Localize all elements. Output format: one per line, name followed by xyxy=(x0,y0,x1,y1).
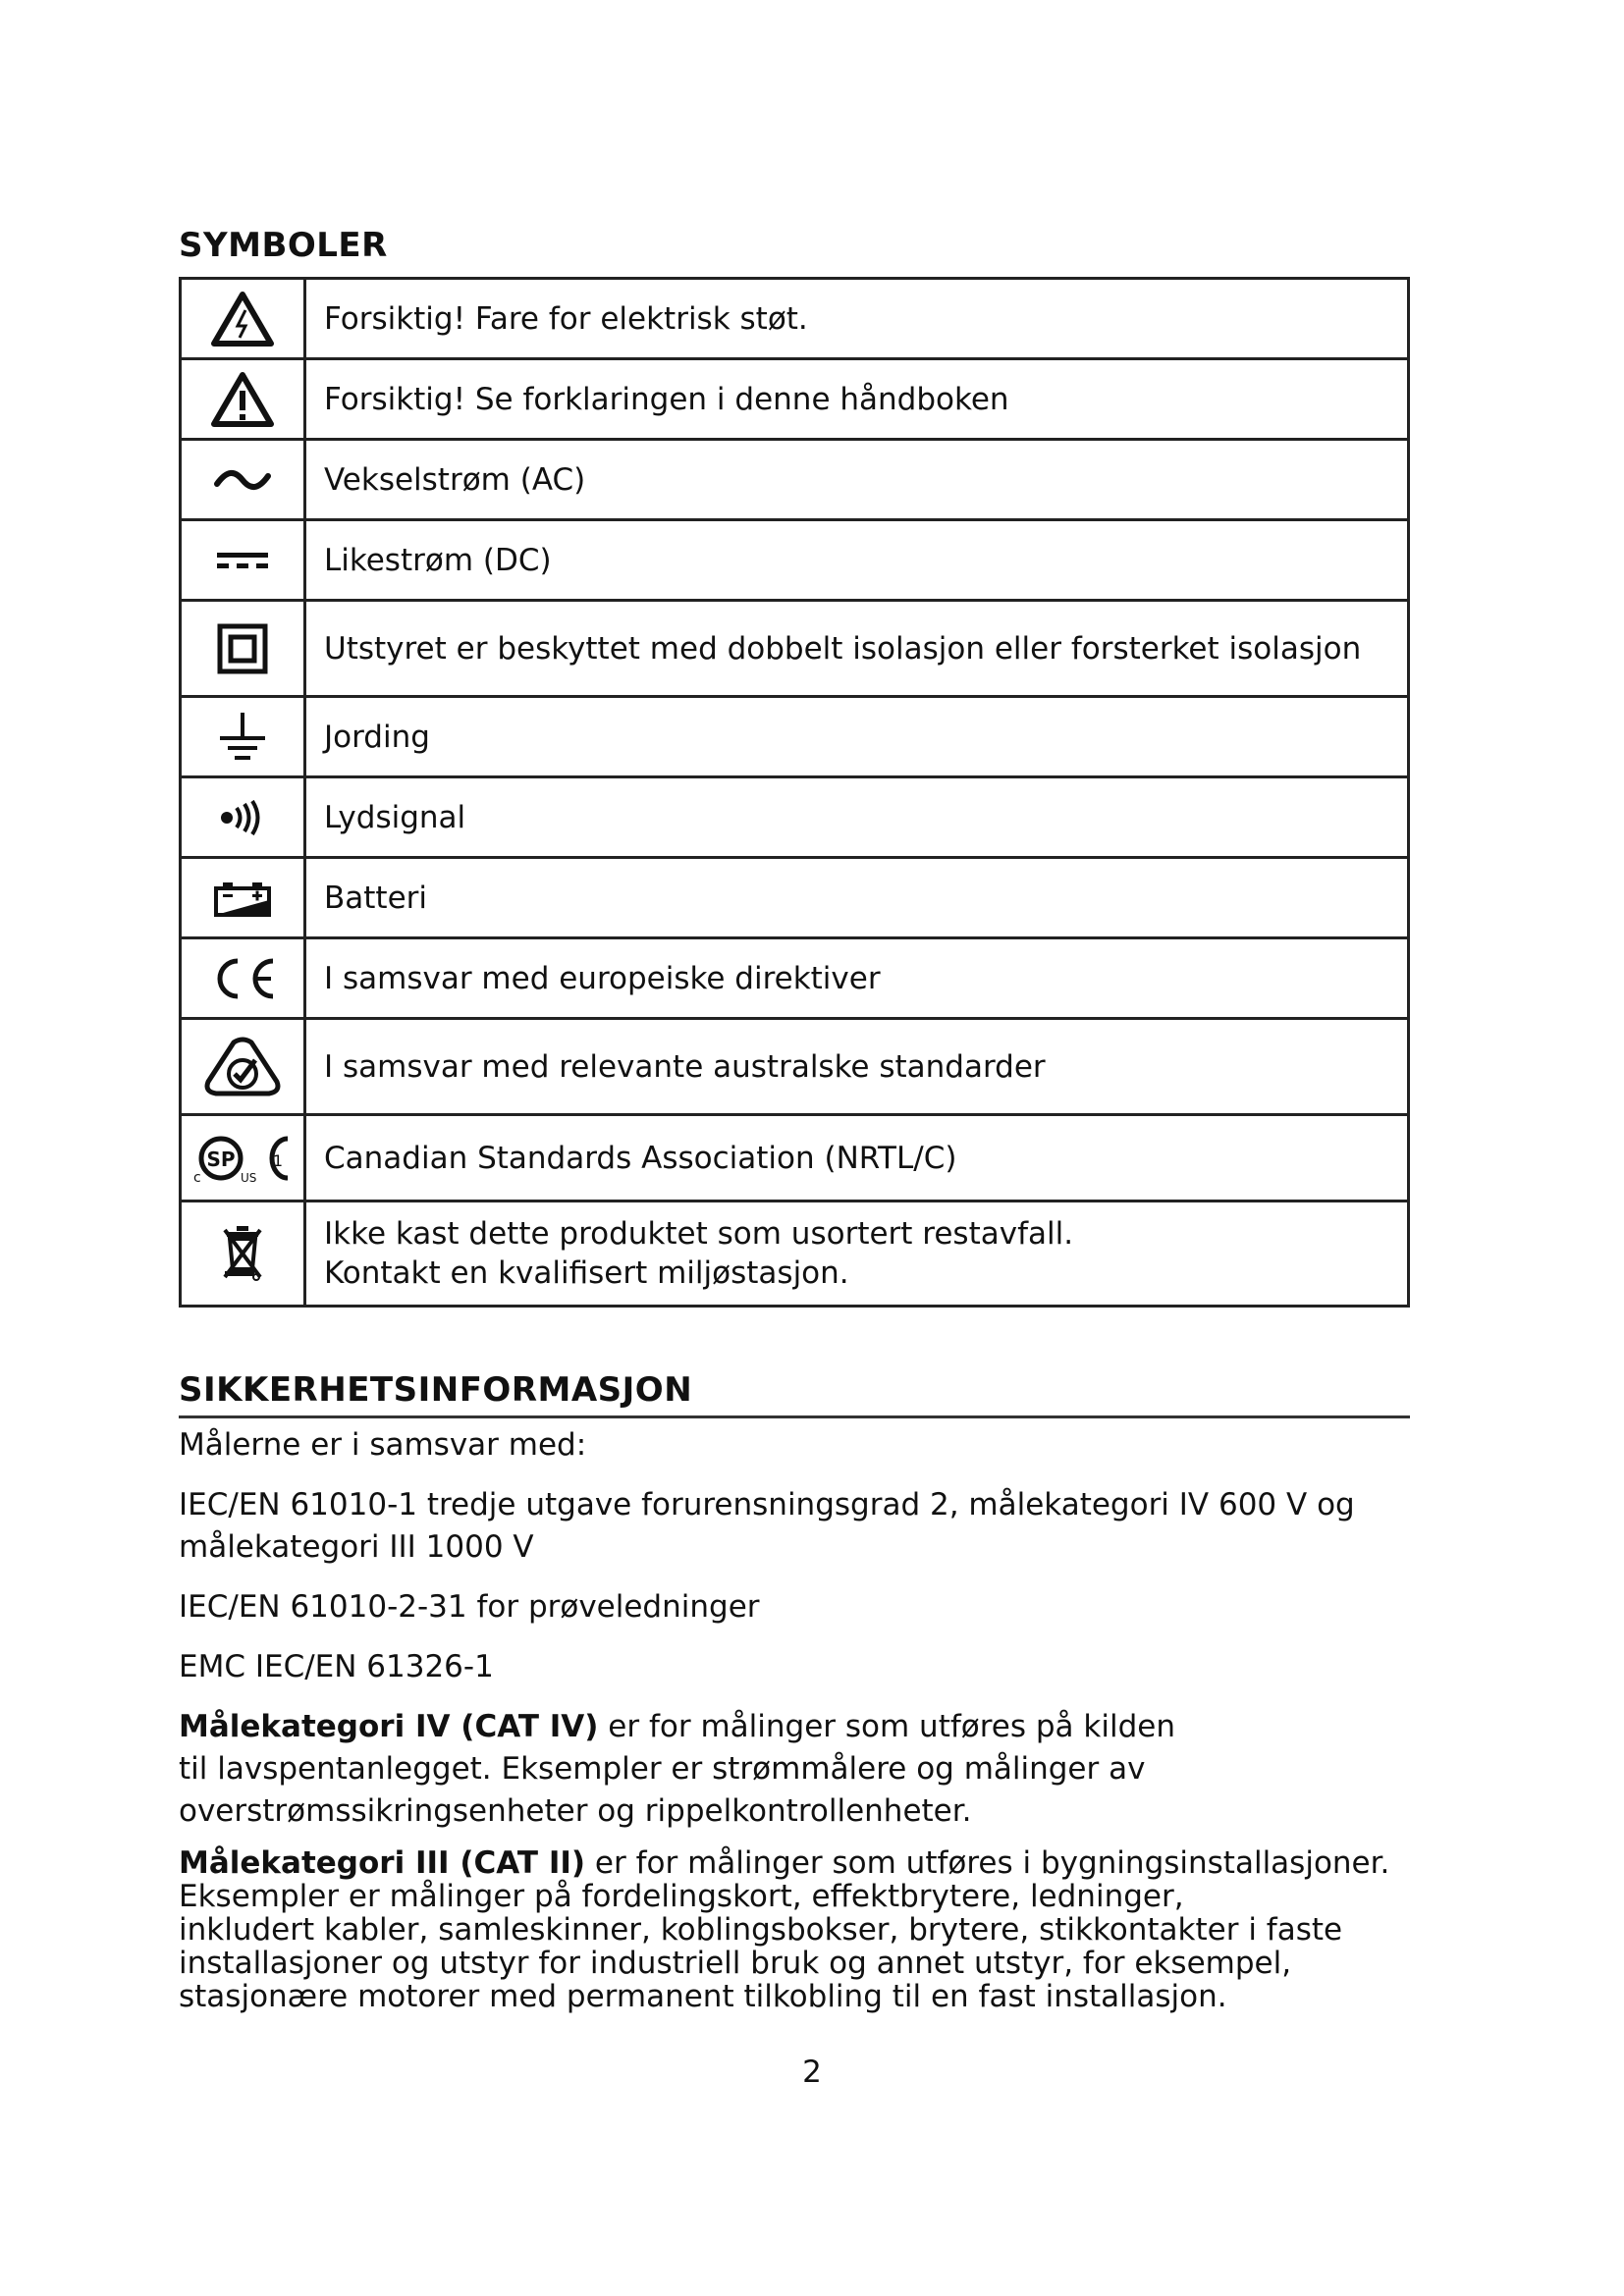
symbol-row xyxy=(181,697,1409,777)
symbol-description: Utstyret er beskyttet med dobbelt isolasjon eller forsterket isolasjon xyxy=(305,601,1409,697)
intro-text: Målerne er i samsvar med: xyxy=(179,1427,587,1463)
symbol-row xyxy=(181,440,1409,520)
cat3-term: Målekategori III (CAT II) xyxy=(179,1845,586,1881)
symbol-description-line: Kontakt en kvalifisert miljøstasjon. xyxy=(324,1255,849,1291)
symbols-table xyxy=(179,277,1410,1308)
symbol-description: Vekselstrøm (AC) xyxy=(305,440,1409,520)
symbol-description: Canadian Standards Association (NRTL/C) xyxy=(305,1115,1409,1201)
symbol-row xyxy=(181,1115,1409,1201)
svg-text:1: 1 xyxy=(272,1150,284,1170)
standard-line: EMC IEC/EN 61326-1 xyxy=(179,1649,494,1684)
double-insulation-icon xyxy=(181,601,305,697)
symbol-row xyxy=(181,279,1409,359)
symbol-description-line: Ikke kast dette produktet som usortert restavfall. xyxy=(324,1216,1074,1252)
cat4-term: Målekategori IV (CAT IV) xyxy=(179,1709,599,1744)
safety-heading: SIKKERHETSINFORMASJON xyxy=(179,1364,1410,1418)
cat4-paragraph-line: overstrømssikringsenheter og rippelkontrollenheter. xyxy=(179,1793,972,1829)
csa-c-letter: c xyxy=(193,1169,201,1186)
page-number: 2 xyxy=(802,2055,822,2090)
ac-current-icon xyxy=(181,440,305,520)
symbol-row xyxy=(181,777,1409,858)
symbol-description: Forsiktig! Fare for elektrisk støt. xyxy=(305,279,1409,359)
cat3-paragraph-line xyxy=(179,1846,1410,1880)
electric-shock-warning-icon xyxy=(181,279,305,359)
cat3-paragraph-line: stasjonære motorer med permanent tilkobling til en fast installasjon. xyxy=(179,1979,1227,2014)
warning-icon xyxy=(181,359,305,440)
safety-section xyxy=(179,1364,1410,2013)
standard-line: målekategori III 1000 V xyxy=(179,1529,534,1565)
symbol-description: Batteri xyxy=(305,858,1409,938)
weee-bin-icon xyxy=(181,1201,305,1307)
svg-text:SP: SP xyxy=(206,1147,236,1171)
standard-line: IEC/EN 61010-1 tredje utgave forurensningsgrad 2, målekategori IV 600 V og xyxy=(179,1487,1355,1522)
symbol-description: Jording xyxy=(305,697,1409,777)
csa-us-letters: US xyxy=(241,1170,257,1185)
symbol-description: Lydsignal xyxy=(305,777,1409,858)
sound-signal-icon xyxy=(181,777,305,858)
cat4-paragraph-line: til lavspentanlegget. Eksempler er strømmålere og målinger av xyxy=(179,1751,1146,1787)
symbol-row xyxy=(181,601,1409,697)
cat3-paragraph-line: installasjoner og utstyr for industriell bruk og annet utstyr, for eksempel, xyxy=(179,1946,1292,1981)
symbols-heading: SYMBOLER xyxy=(179,226,388,265)
dc-current-icon xyxy=(181,520,305,601)
symbol-description xyxy=(305,1201,1409,1307)
cat4-paragraph-line xyxy=(179,1706,1410,1748)
symbol-description: Likestrøm (DC) xyxy=(305,520,1409,601)
ce-mark-icon xyxy=(181,938,305,1019)
standard-line: IEC/EN 61010-2-31 for prøveledninger xyxy=(179,1589,760,1625)
cat3-paragraph-line: inkludert kabler, samleskinner, koblingsbokser, brytere, stikkontakter i faste xyxy=(179,1912,1343,1948)
battery-icon xyxy=(181,858,305,938)
symbol-row xyxy=(181,359,1409,440)
symbol-row xyxy=(181,1201,1409,1307)
symbols-section xyxy=(179,216,1410,1308)
cat4-text: er for målinger som utføres på kilden xyxy=(598,1709,1175,1744)
symbol-description: Forsiktig! Se forklaringen i denne håndboken xyxy=(305,359,1409,440)
cat3-text: er for målinger som utføres i bygningsinstallasjoner. xyxy=(585,1845,1390,1881)
symbol-row xyxy=(181,520,1409,601)
symbol-row xyxy=(181,938,1409,1019)
symbol-row xyxy=(181,858,1409,938)
ground-icon xyxy=(181,697,305,777)
symbol-description: I samsvar med relevante australske standarder xyxy=(305,1019,1409,1115)
csa-mark-icon xyxy=(181,1115,305,1201)
symbol-description: I samsvar med europeiske direktiver xyxy=(305,938,1409,1019)
cat3-paragraph-line: Eksempler er målinger på fordelingskort, effektbrytere, ledninger, xyxy=(179,1879,1184,1914)
rcm-mark-icon xyxy=(181,1019,305,1115)
symbol-row xyxy=(181,1019,1409,1115)
